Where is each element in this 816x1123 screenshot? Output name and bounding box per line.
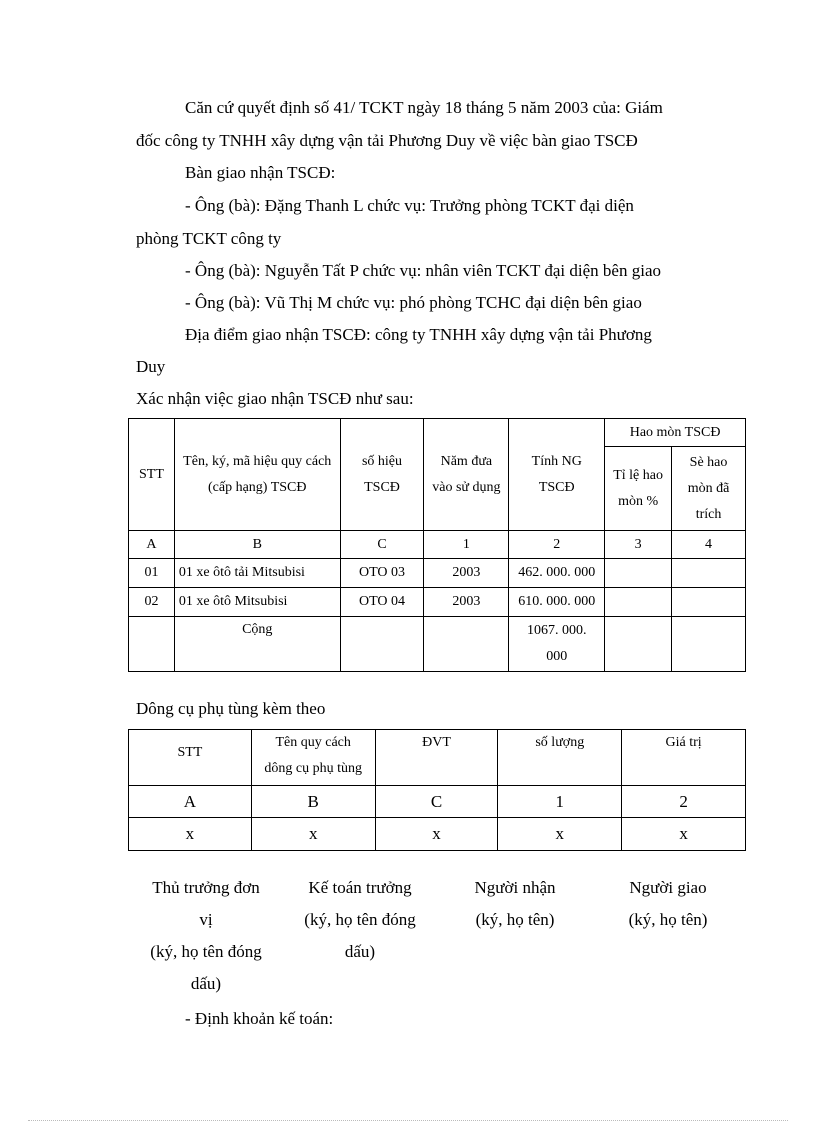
- header-depreciation-group: Hao mòn TSCĐ: [605, 419, 746, 447]
- row-stt: 01: [129, 559, 175, 588]
- row-year: 2003: [424, 559, 509, 588]
- location-line-1: Địa điểm giao nhận TSCĐ: công ty TNHH xây dựng vận tải Phương: [185, 325, 652, 344]
- decision-line-1: Căn cứ quyết định số 41/ TCKT ngày 18 tháng 5 năm 2003 của: Giám: [185, 98, 663, 117]
- header-original-cost: Tính NG TSCĐ: [509, 419, 605, 531]
- person-3: - Ông (bà): Vũ Thị M chức vụ: phó phòng TCHC đại diện bên giao: [185, 293, 642, 312]
- header-asset-name: Tên, ký, mã hiệu quy cách (cấp hạng) TSCĐ: [174, 419, 340, 531]
- location-line-2: Duy: [136, 357, 166, 376]
- signature-head-line-3: (ký, họ tên đóng: [150, 942, 262, 961]
- total-empty-cell: [424, 617, 509, 672]
- tools-header-stt: STT: [129, 730, 252, 786]
- row-asset-code: OTO 04: [340, 588, 424, 617]
- person-2: - Ông (bà): Nguyễn Tất P chức vụ: nhân viên TCKT đại diện bên giao: [185, 261, 661, 280]
- signature-receiver-line-1: Người nhận: [474, 878, 556, 897]
- total-label: Cộng: [174, 617, 340, 672]
- tools-letter-cell: A: [129, 786, 252, 818]
- accounting-entry-heading: - Định khoản kế toán:: [185, 1009, 334, 1028]
- signature-deliverer-line-1: Người giao: [629, 878, 707, 897]
- signature-head-line-2: vị: [199, 910, 213, 929]
- letter-cell: 4: [672, 531, 746, 559]
- signature-accountant-line-1: Kế toán trưởng: [308, 878, 412, 897]
- tools-header-name: [251, 730, 375, 786]
- row-asset-name: 01 xe ôtô tải Mitsubisi: [174, 559, 340, 588]
- table-row: [129, 818, 746, 851]
- signature-accountant-line-3: dấu): [344, 942, 376, 961]
- tools-table: [128, 729, 746, 851]
- tools-heading: Dông cụ phụ tùng kèm theo: [136, 699, 326, 718]
- tools-header-value: Giá trị: [622, 730, 746, 786]
- letter-cell: C: [340, 531, 424, 559]
- letter-cell: 3: [605, 531, 672, 559]
- signature-receiver-line-2: (ký, họ tên): [475, 910, 555, 929]
- signature-head-line-4: dấu): [190, 974, 222, 993]
- tools-cell: x: [251, 818, 375, 851]
- total-empty-cell: [605, 617, 672, 672]
- tools-letter-cell: C: [375, 786, 498, 818]
- row-asset-name: 01 xe ôtô Mitsubisi: [174, 588, 340, 617]
- header-depreciation-amount: Sè hao mòn đã trích: [672, 447, 746, 531]
- tools-cell: x: [129, 818, 252, 851]
- signature-receiver: [450, 872, 580, 936]
- header-stt: STT: [129, 419, 175, 531]
- page-bottom-divider: [28, 1120, 788, 1121]
- tools-cell: x: [375, 818, 498, 851]
- letter-cell: 2: [509, 531, 605, 559]
- total-empty-cell: [129, 617, 175, 672]
- tools-cell: x: [498, 818, 622, 851]
- row-original-cost: 462. 000. 000: [509, 559, 605, 588]
- tools-header-name-line-1: Tên quy cách: [275, 735, 351, 750]
- total-cost-line-2: 000: [546, 649, 568, 664]
- person-1-line-2: phòng TCKT công ty: [136, 229, 282, 248]
- asset-table: [128, 418, 746, 672]
- total-cost-line-1: 1067. 000.: [526, 623, 587, 638]
- signature-head-of-unit: [136, 872, 276, 1000]
- tools-letter-cell: 2: [622, 786, 746, 818]
- row-depreciation-rate: [605, 559, 672, 588]
- header-year-in-use: Năm đưa vào sử dụng: [424, 419, 509, 531]
- person-1-line-1: - Ông (bà): Đặng Thanh L chức vụ: Trưởng phòng TCKT đại diện: [185, 196, 634, 215]
- row-depreciation-amount: [672, 588, 746, 617]
- row-depreciation-rate: [605, 588, 672, 617]
- confirmation-heading: Xác nhận việc giao nhận TSCĐ như sau:: [136, 389, 414, 408]
- row-depreciation-amount: [672, 559, 746, 588]
- signature-chief-accountant: [290, 872, 430, 968]
- tools-header-quantity: số lượng: [498, 730, 622, 786]
- table-row: [129, 588, 746, 617]
- letter-cell: A: [129, 531, 175, 559]
- total-original-cost: [509, 617, 605, 672]
- header-asset-code: số hiệu TSCĐ: [340, 419, 424, 531]
- row-year: 2003: [424, 588, 509, 617]
- total-empty-cell: [672, 617, 746, 672]
- tools-letter-cell: 1: [498, 786, 622, 818]
- letter-cell: 1: [424, 531, 509, 559]
- handover-heading: Bàn giao nhận TSCĐ:: [185, 163, 336, 182]
- signature-deliverer: [603, 872, 733, 936]
- header-depreciation-rate: Tỉ lệ hao mòn %: [605, 447, 672, 531]
- tools-header-unit: ĐVT: [375, 730, 498, 786]
- row-stt: 02: [129, 588, 175, 617]
- decision-line-2: đốc công ty TNHH xây dựng vận tải Phương Duy về việc bàn giao TSCĐ: [136, 131, 638, 150]
- signature-deliverer-line-2: (ký, họ tên): [628, 910, 708, 929]
- signature-accountant-line-2: (ký, họ tên đóng: [304, 910, 416, 929]
- tools-letter-cell: B: [251, 786, 375, 818]
- total-row: [129, 617, 746, 672]
- signature-head-line-1: Thủ trưởng đơn: [152, 878, 260, 897]
- tools-header-name-line-2: dông cụ phụ tùng: [264, 761, 362, 776]
- row-asset-code: OTO 03: [340, 559, 424, 588]
- tools-cell: x: [622, 818, 746, 851]
- letter-cell: B: [174, 531, 340, 559]
- table-row: [129, 559, 746, 588]
- row-original-cost: 610. 000. 000: [509, 588, 605, 617]
- total-empty-cell: [340, 617, 424, 672]
